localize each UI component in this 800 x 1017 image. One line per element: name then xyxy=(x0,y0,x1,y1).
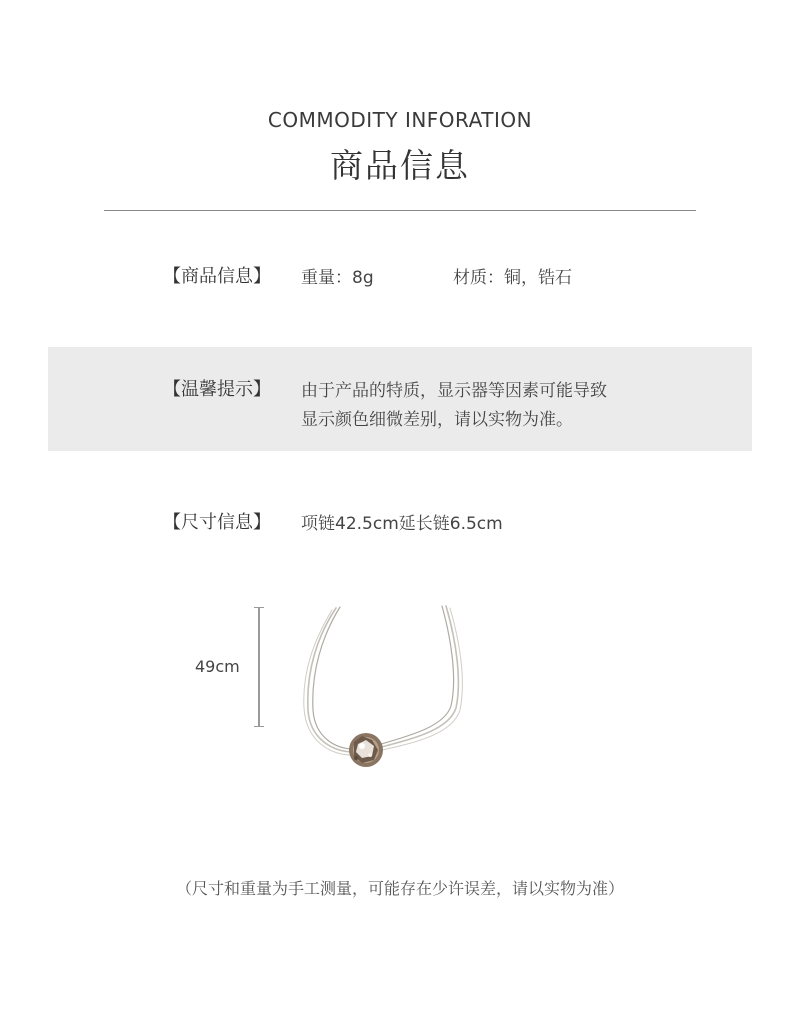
page-title: 商品信息 xyxy=(330,146,470,185)
material-text: 材质：铜，锆石 xyxy=(453,268,572,288)
title-divider xyxy=(104,210,696,211)
measure-line xyxy=(258,607,260,727)
weight-text: 重量：8g xyxy=(301,268,374,288)
warm-tip-line-1: 由于产品的特质，显示器等因素可能导致 xyxy=(301,381,607,401)
footnote: （尺寸和重量为手工测量，可能存在少许误差，请以实物为准） xyxy=(175,879,624,898)
necklace-image xyxy=(296,600,466,775)
warm-tip-line-2: 显示颜色细微差别，请以实物为准。 xyxy=(301,410,573,430)
size-info-label: 【尺寸信息】 xyxy=(163,512,271,533)
subtitle-en: COMMODITY INFORATION xyxy=(267,108,533,132)
measure-tick-bottom xyxy=(254,726,264,727)
warm-tip-label: 【温馨提示】 xyxy=(163,379,271,400)
measure-tick-top xyxy=(254,607,264,608)
product-info-label: 【商品信息】 xyxy=(163,266,271,287)
measure-label: 49cm xyxy=(195,657,240,676)
size-info-text: 项链42.5cm延长链6.5cm xyxy=(301,514,503,534)
pendant-icon xyxy=(349,733,383,767)
